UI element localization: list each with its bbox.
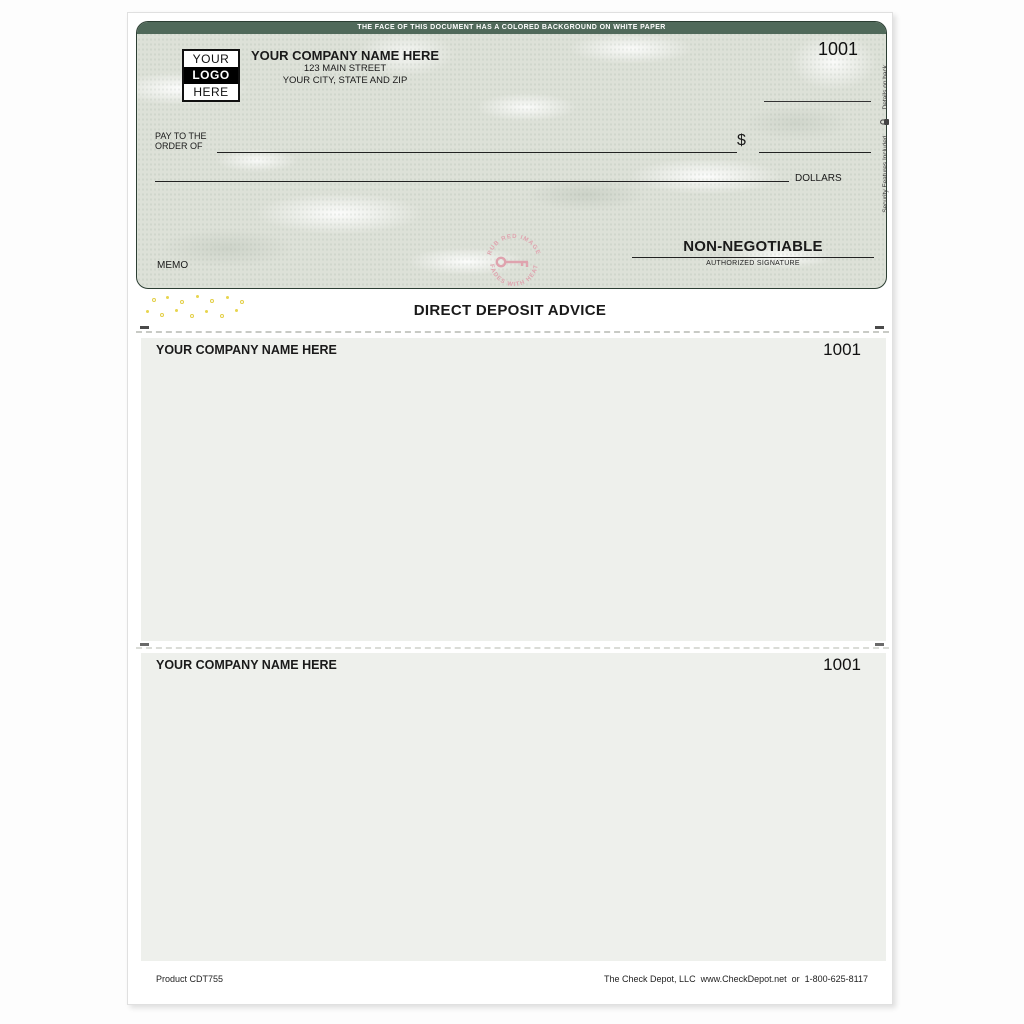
tear-mark bbox=[875, 643, 884, 646]
vendor-contact-line: The Check Depot, LLC www.CheckDepot.net or 1-800-625-8117 bbox=[604, 974, 868, 984]
logo-line-3: HERE bbox=[184, 84, 238, 100]
dollars-label: DOLLARS bbox=[795, 173, 842, 184]
dollar-sign: $ bbox=[737, 132, 746, 149]
watermark-arc-bottom: FADES WITH HEAT bbox=[488, 263, 540, 289]
check-region bbox=[136, 21, 887, 289]
tear-mark bbox=[140, 326, 149, 329]
key-icon bbox=[497, 258, 528, 267]
security-star bbox=[226, 296, 229, 299]
product-code: Product CDT755 bbox=[156, 974, 224, 984]
security-star bbox=[166, 296, 169, 299]
written-amount-line bbox=[155, 163, 789, 182]
company-street: 123 MAIN STREET bbox=[303, 63, 387, 74]
details-on-back-text: Details on back. bbox=[881, 63, 889, 110]
pay-to-line-2: ORDER OF bbox=[155, 141, 203, 151]
logo-line-2: LOGO bbox=[184, 67, 238, 83]
svg-text:FADES WITH HEAT bbox=[488, 264, 540, 288]
check-number: 1001 bbox=[817, 39, 858, 59]
company-city: YOUR CITY, STATE AND ZIP bbox=[282, 75, 408, 86]
advice-stub-1 bbox=[141, 338, 886, 641]
watermark-arc-top: RUB RED IMAGE bbox=[487, 233, 541, 257]
company-block bbox=[245, 48, 445, 87]
stub-check-number: 1001 bbox=[823, 655, 861, 674]
top-banner bbox=[137, 22, 886, 34]
logo-placeholder bbox=[182, 49, 240, 102]
padlock-icon bbox=[880, 118, 890, 126]
pay-to-line-1: PAY TO THE bbox=[155, 131, 207, 141]
check-sheet bbox=[127, 12, 893, 1005]
tear-mark bbox=[875, 326, 884, 329]
tear-mark bbox=[140, 643, 149, 646]
pay-to-label bbox=[155, 131, 207, 151]
company-name: YOUR COMPANY NAME HERE bbox=[250, 48, 440, 63]
stub-company-name: YOUR COMPANY NAME HERE bbox=[156, 658, 337, 672]
banner-text: THE FACE OF THIS DOCUMENT HAS A COLORED BACKGROUND ON WHITE PAPER bbox=[357, 24, 666, 31]
amount-line bbox=[759, 134, 871, 153]
stub-company-name: YOUR COMPANY NAME HERE bbox=[156, 343, 337, 357]
payee-line bbox=[217, 134, 737, 153]
authorized-signature-label: AUTHORIZED SIGNATURE bbox=[706, 260, 800, 267]
stub-check-number: 1001 bbox=[823, 340, 861, 359]
non-negotiable-label: NON-NEGOTIABLE bbox=[683, 238, 823, 255]
security-features-text: Security Features Included bbox=[881, 135, 889, 213]
security-sidebar bbox=[878, 13, 892, 263]
memo-label: MEMO bbox=[157, 260, 189, 271]
perforation-line bbox=[136, 331, 889, 333]
signature-block bbox=[632, 238, 874, 267]
security-star bbox=[196, 295, 199, 298]
svg-text:RUB RED IMAGE bbox=[487, 234, 541, 256]
signature-line bbox=[632, 257, 874, 258]
heat-watermark-icon bbox=[476, 232, 552, 289]
advice-title: DIRECT DEPOSIT ADVICE bbox=[413, 302, 607, 319]
logo-line-1: YOUR bbox=[184, 51, 238, 67]
date-line bbox=[764, 84, 871, 102]
advice-stub-2 bbox=[141, 653, 886, 961]
perforation-line bbox=[136, 647, 889, 649]
